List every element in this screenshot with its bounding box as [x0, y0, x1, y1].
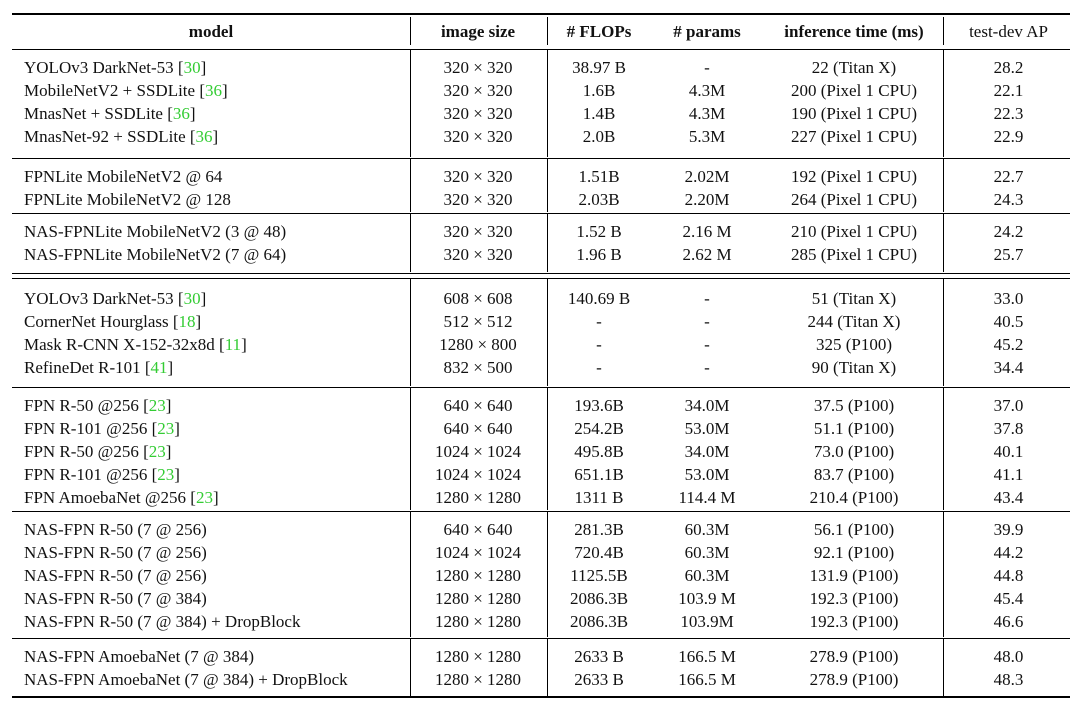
ap-cell: 22.7	[993, 167, 1024, 186]
citation-bracket: ]	[165, 396, 172, 415]
ap-cell: 43.4	[993, 488, 1024, 507]
model-cell	[24, 287, 206, 310]
header-rule	[12, 49, 1070, 50]
model-cell	[24, 310, 201, 333]
params-cell: -	[704, 335, 710, 354]
image-size-cell: 320 × 320	[443, 245, 513, 264]
model-name: NAS-FPN AmoebaNet (7 @ 384) + DropBlock	[24, 670, 348, 689]
citation-link[interactable]: 41	[150, 358, 168, 377]
image-size-cell: 1024 × 1024	[434, 543, 522, 562]
model-cell	[24, 610, 300, 633]
ap-cell: 40.5	[993, 312, 1024, 331]
citation-bracket: ]	[241, 335, 247, 354]
ap-cell: 28.2	[993, 58, 1024, 77]
header-row	[12, 14, 1070, 49]
citation-link[interactable]: 36	[205, 81, 222, 100]
inference-time-cell: 192.3 (P100)	[809, 612, 899, 631]
table-row	[12, 287, 1070, 310]
model-cell	[24, 440, 171, 463]
inference-time-cell: 192 (Pixel 1 CPU)	[790, 167, 918, 186]
ap-cell: 44.2	[993, 543, 1024, 562]
header-inference-time: inference time (ms)	[784, 22, 924, 41]
params-cell: 5.3M	[688, 127, 726, 146]
citation-link[interactable]: 30	[183, 58, 201, 77]
model-name: NAS-FPN R-50 (7 @ 256)	[24, 566, 207, 585]
flops-cell: 2086.3B	[569, 612, 629, 631]
inference-time-cell: 22 (Titan X)	[811, 58, 897, 77]
flops-cell: 2633 B	[574, 670, 624, 689]
model-cell	[24, 394, 171, 417]
model-cell	[24, 417, 180, 440]
citation-link[interactable]: 23	[157, 465, 175, 484]
image-size-cell: 320 × 320	[443, 127, 513, 146]
image-size-cell: 1280 × 1280	[434, 566, 522, 585]
citation-bracket: ]	[212, 127, 219, 146]
citation-bracket: ]	[195, 312, 202, 331]
inference-time-cell: 210 (Pixel 1 CPU)	[790, 222, 918, 241]
flops-cell: 1311 B	[574, 488, 624, 507]
flops-cell: 2086.3B	[569, 589, 629, 608]
flops-cell: 1125.5B	[570, 566, 628, 585]
model-cell	[24, 541, 207, 564]
flops-cell: 2.03B	[578, 190, 620, 209]
model-name: Mask R-CNN X-152-32x8d [	[24, 335, 225, 354]
image-size-cell: 320 × 320	[443, 190, 513, 209]
flops-cell: 2633 B	[574, 647, 624, 666]
image-size-cell: 320 × 320	[443, 167, 513, 186]
ap-cell: 24.2	[993, 222, 1024, 241]
image-size-cell: 320 × 320	[443, 81, 513, 100]
citation-bracket: ]	[200, 58, 207, 77]
table-row	[12, 440, 1070, 463]
model-name: MnasNet + SSDLite [	[24, 104, 173, 123]
table-row	[12, 587, 1070, 610]
params-cell: 4.3M	[688, 81, 726, 100]
ap-cell: 37.8	[993, 419, 1024, 438]
params-cell: 103.9M	[680, 612, 734, 631]
header-params: # params	[673, 22, 741, 41]
flops-cell: 1.96 B	[576, 245, 622, 264]
ap-cell: 22.9	[993, 127, 1024, 146]
params-cell: -	[704, 358, 710, 377]
flops-cell: 2.0B	[582, 127, 616, 146]
citation-bracket: ]	[212, 488, 219, 507]
table-row	[12, 165, 1070, 188]
ap-cell: 22.3	[993, 104, 1024, 123]
model-cell	[24, 668, 348, 691]
params-cell: -	[704, 58, 710, 77]
citation-link[interactable]: 36	[195, 127, 213, 146]
header-model: model	[188, 22, 234, 41]
params-cell: 60.3M	[684, 543, 730, 562]
params-cell: 114.4 M	[678, 488, 736, 507]
params-cell: 60.3M	[684, 520, 730, 539]
flops-cell: -	[596, 358, 602, 377]
model-cell	[24, 165, 222, 188]
params-cell: 2.16 M	[682, 222, 732, 241]
model-name: FPNLite MobileNetV2 @ 64	[24, 167, 223, 186]
table-row	[12, 518, 1070, 541]
table-row	[12, 79, 1070, 102]
ap-cell: 22.1	[993, 81, 1024, 100]
model-cell	[24, 463, 180, 486]
image-size-cell: 832 × 500	[443, 358, 513, 377]
table-row	[12, 243, 1070, 266]
flops-cell: 140.69 B	[567, 289, 631, 308]
model-cell	[24, 56, 206, 79]
citation-bracket: ]	[174, 465, 180, 484]
params-cell: 2.02M	[684, 167, 730, 186]
model-name: NAS-FPN R-50 (7 @ 256)	[24, 543, 207, 562]
ap-cell: 48.0	[993, 647, 1024, 666]
flops-cell: 193.6B	[574, 396, 624, 415]
model-cell	[24, 645, 254, 668]
group-rule	[12, 387, 1070, 388]
group-rule	[12, 638, 1070, 639]
params-cell: 2.62 M	[682, 245, 732, 264]
params-cell: 4.3M	[688, 104, 726, 123]
model-name: FPN R-50 @256 [	[24, 396, 149, 415]
model-cell	[24, 79, 228, 102]
image-size-cell: 1280 × 1280	[434, 670, 522, 689]
ap-cell: 24.3	[993, 190, 1024, 209]
model-name: YOLOv3 DarkNet-53 [	[24, 289, 184, 308]
model-name: FPN R-50 @256 [	[24, 442, 149, 461]
params-cell: 2.20M	[684, 190, 730, 209]
model-name: NAS-FPN AmoebaNet (7 @ 384)	[24, 647, 255, 666]
image-size-cell: 1280 × 1280	[434, 488, 522, 507]
params-cell: 103.9 M	[678, 589, 736, 608]
ap-cell: 44.8	[993, 566, 1024, 585]
table-row	[12, 220, 1070, 243]
table-row	[12, 417, 1070, 440]
citation-bracket: ]	[200, 289, 207, 308]
ap-cell: 45.2	[993, 335, 1024, 354]
model-name: RefineDet R-101 [	[24, 358, 151, 377]
model-name: FPN R-101 @256 [	[24, 465, 158, 484]
image-size-cell: 1280 × 1280	[434, 589, 522, 608]
header-test-dev-ap: test-dev AP	[969, 22, 1048, 41]
ap-cell: 25.7	[993, 245, 1024, 264]
ap-cell: 46.6	[993, 612, 1024, 631]
model-name: NAS-FPNLite MobileNetV2 (3 @ 48)	[24, 222, 287, 241]
citation-bracket: ]	[189, 104, 196, 123]
inference-time-cell: 90 (Titan X)	[811, 358, 897, 377]
model-name: MobileNetV2 + SSDLite [	[24, 81, 205, 100]
model-name: FPN AmoebaNet @256 [	[24, 488, 196, 507]
params-cell: -	[704, 289, 710, 308]
ap-cell: 33.0	[993, 289, 1024, 308]
flops-cell: 495.8B	[574, 442, 624, 461]
ap-cell: 45.4	[993, 589, 1024, 608]
model-name: NAS-FPN R-50 (7 @ 384)	[24, 589, 207, 608]
model-name: NAS-FPNLite MobileNetV2 (7 @ 64)	[24, 245, 287, 264]
citation-link[interactable]: 11	[224, 335, 242, 354]
flops-cell: -	[596, 312, 602, 331]
group-rule	[12, 511, 1070, 512]
inference-time-cell: 264 (Pixel 1 CPU)	[790, 190, 918, 209]
params-cell: 166.5 M	[678, 647, 736, 666]
flops-cell: -	[596, 335, 602, 354]
params-cell: 166.5 M	[678, 670, 736, 689]
flops-cell: 651.1B	[574, 465, 624, 484]
inference-time-cell: 200 (Pixel 1 CPU)	[790, 81, 918, 100]
table-row	[12, 463, 1070, 486]
inference-time-cell: 285 (Pixel 1 CPU)	[790, 245, 918, 264]
model-cell	[24, 486, 219, 509]
table-row	[12, 564, 1070, 587]
model-name: NAS-FPN R-50 (7 @ 384) + DropBlock	[24, 612, 301, 631]
image-size-cell: 640 × 640	[443, 419, 513, 438]
double-rule-b	[12, 278, 1070, 279]
model-name: NAS-FPN R-50 (7 @ 256)	[24, 520, 207, 539]
model-cell	[24, 518, 207, 541]
inference-time-cell: 51.1 (P100)	[813, 419, 895, 438]
table-row	[12, 125, 1070, 148]
flops-cell: 1.4B	[582, 104, 616, 123]
table-row	[12, 541, 1070, 564]
params-cell: 60.3M	[684, 566, 730, 585]
inference-time-cell: 278.9 (P100)	[809, 670, 899, 689]
flops-cell: 281.3B	[574, 520, 624, 539]
image-size-cell: 320 × 320	[443, 104, 513, 123]
citation-link[interactable]: 30	[183, 289, 201, 308]
group-rule	[12, 213, 1070, 214]
header-flops: # FLOPs	[566, 22, 632, 41]
inference-time-cell: 73.0 (P100)	[813, 442, 895, 461]
image-size-cell: 1280 × 1280	[434, 612, 522, 631]
image-size-cell: 1024 × 1024	[434, 465, 522, 484]
params-cell: 53.0M	[684, 419, 730, 438]
table-row	[12, 668, 1070, 691]
flops-cell: 1.6B	[582, 81, 616, 100]
inference-time-cell: 325 (P100)	[815, 335, 893, 354]
image-size-cell: 320 × 320	[443, 58, 513, 77]
citation-link[interactable]: 23	[157, 419, 175, 438]
image-size-cell: 1280 × 1280	[434, 647, 522, 666]
citation-link[interactable]: 18	[178, 312, 196, 331]
model-cell	[24, 125, 218, 148]
model-name: MnasNet-92 + SSDLite [	[24, 127, 196, 146]
params-cell: 53.0M	[684, 465, 730, 484]
citation-link[interactable]: 23	[195, 488, 213, 507]
double-rule-a	[12, 273, 1070, 274]
model-cell	[24, 587, 207, 610]
params-cell: -	[704, 312, 710, 331]
inference-time-cell: 83.7 (P100)	[813, 465, 895, 484]
params-cell: 34.0M	[684, 396, 730, 415]
inference-time-cell: 131.9 (P100)	[809, 566, 899, 585]
flops-cell: 1.52 B	[576, 222, 622, 241]
flops-cell: 38.97 B	[572, 58, 626, 77]
model-cell	[24, 102, 196, 125]
inference-time-cell: 278.9 (P100)	[809, 647, 899, 666]
flops-cell: 1.51B	[578, 167, 620, 186]
table-row	[12, 645, 1070, 668]
table-row	[12, 610, 1070, 633]
image-size-cell: 1280 × 800	[439, 335, 517, 354]
citation-bracket: ]	[222, 81, 228, 100]
model-cell	[24, 188, 231, 211]
ap-cell: 34.4	[993, 358, 1024, 377]
table-row	[12, 333, 1070, 356]
citation-link[interactable]: 23	[148, 396, 166, 415]
bottom-rule	[12, 696, 1070, 698]
table-row	[12, 356, 1070, 379]
inference-time-cell: 51 (Titan X)	[811, 289, 897, 308]
citation-link[interactable]: 23	[148, 442, 166, 461]
inference-time-cell: 227 (Pixel 1 CPU)	[790, 127, 918, 146]
table-row	[12, 310, 1070, 333]
table-row	[12, 56, 1070, 79]
ap-cell: 40.1	[993, 442, 1024, 461]
header-image-size: image size	[440, 22, 516, 41]
inference-time-cell: 56.1 (P100)	[813, 520, 895, 539]
image-size-cell: 320 × 320	[443, 222, 513, 241]
image-size-cell: 512 × 512	[443, 312, 513, 331]
model-cell	[24, 243, 286, 266]
inference-time-cell: 192.3 (P100)	[809, 589, 899, 608]
citation-link[interactable]: 36	[172, 104, 190, 123]
image-size-cell: 640 × 640	[443, 520, 513, 539]
table-row	[12, 188, 1070, 211]
image-size-cell: 640 × 640	[443, 396, 513, 415]
table-row	[12, 394, 1070, 417]
ap-cell: 39.9	[993, 520, 1024, 539]
group-rule	[12, 158, 1070, 159]
model-name: FPNLite MobileNetV2 @ 128	[24, 190, 231, 209]
flops-cell: 720.4B	[574, 543, 624, 562]
model-cell	[24, 564, 207, 587]
flops-cell: 254.2B	[574, 419, 624, 438]
citation-bracket: ]	[174, 419, 180, 438]
table-row	[12, 102, 1070, 125]
model-name: YOLOv3 DarkNet-53 [	[24, 58, 184, 77]
citation-bracket: ]	[167, 358, 174, 377]
inference-time-cell: 244 (Titan X)	[807, 312, 901, 331]
table-row	[12, 486, 1070, 509]
model-cell	[24, 333, 247, 356]
model-cell	[24, 356, 173, 379]
inference-time-cell: 37.5 (P100)	[813, 396, 895, 415]
ap-cell: 48.3	[993, 670, 1024, 689]
inference-time-cell: 190 (Pixel 1 CPU)	[790, 104, 918, 123]
model-name: CornerNet Hourglass [	[24, 312, 179, 331]
ap-cell: 37.0	[993, 396, 1024, 415]
image-size-cell: 1024 × 1024	[434, 442, 522, 461]
model-cell	[24, 220, 286, 243]
inference-time-cell: 92.1 (P100)	[813, 543, 895, 562]
inference-time-cell: 210.4 (P100)	[809, 488, 899, 507]
params-cell: 34.0M	[684, 442, 730, 461]
image-size-cell: 608 × 608	[443, 289, 513, 308]
ap-cell: 41.1	[993, 465, 1024, 484]
citation-bracket: ]	[165, 442, 172, 461]
model-name: FPN R-101 @256 [	[24, 419, 158, 438]
